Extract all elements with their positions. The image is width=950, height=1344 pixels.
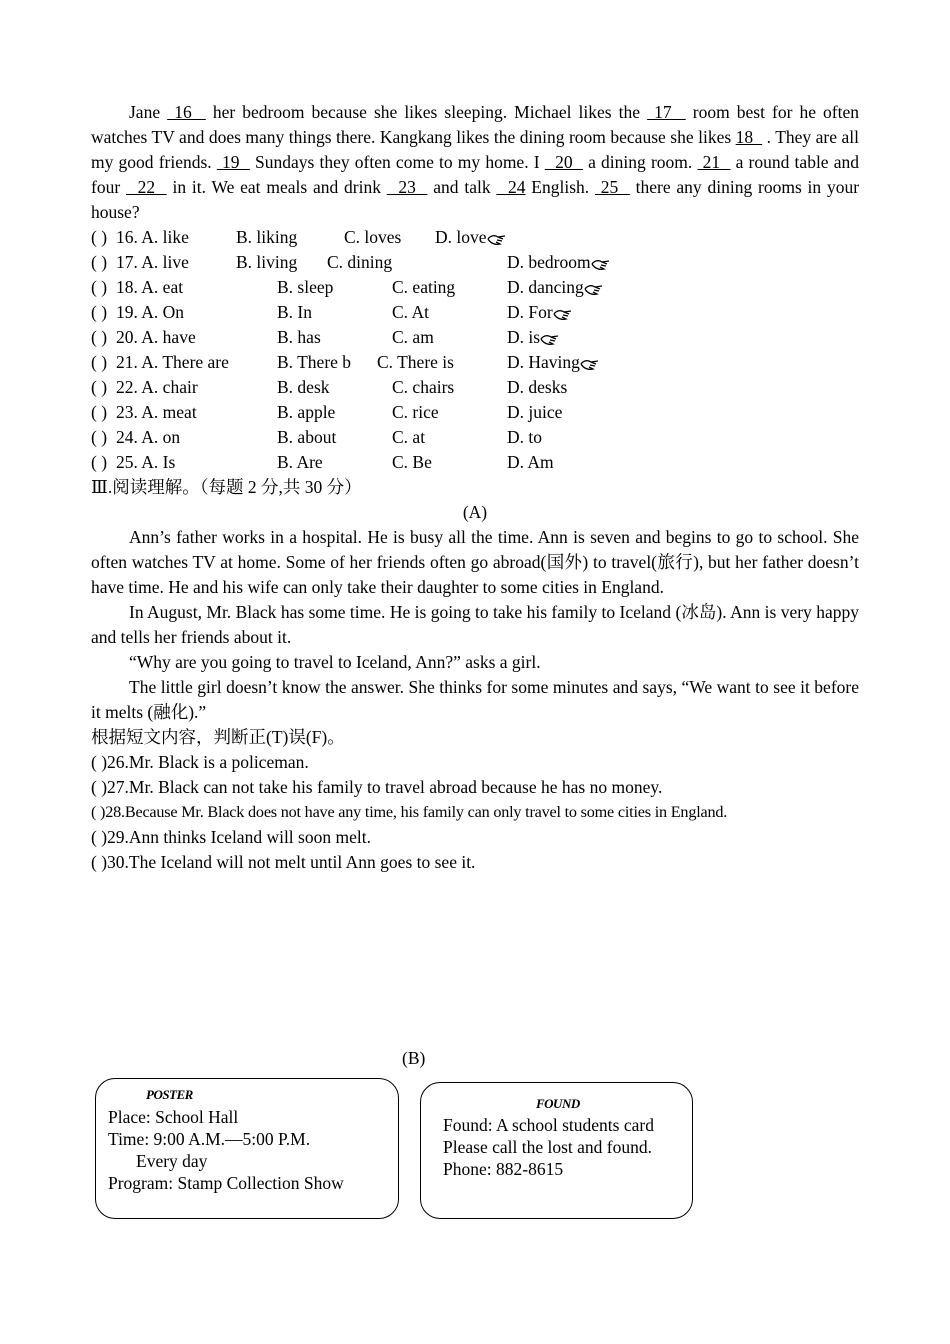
option-num: 23. A. meat — [116, 402, 197, 422]
blank-18: 18 — [735, 127, 763, 147]
pointing-hand-icon — [487, 232, 507, 246]
options-list — [91, 225, 859, 475]
option-row — [91, 275, 859, 300]
option-row — [91, 450, 859, 475]
hand-icon-wrap — [584, 275, 604, 300]
option-c: C. at — [392, 427, 426, 447]
option-paren: ( ) — [91, 277, 108, 297]
found-title: FOUND — [536, 1096, 580, 1111]
hand-icon-wrap — [591, 250, 611, 275]
option-d: D. is — [507, 325, 540, 350]
passage-b-label: (B) — [402, 1048, 426, 1068]
option-c: C. rice — [392, 402, 439, 422]
option-c: C. At — [392, 302, 429, 322]
option-d: D. desks — [507, 377, 568, 397]
passage-a-paragraph: “Why are you going to travel to Iceland, Ann?” asks a girl. — [129, 652, 541, 672]
option-b: B. In — [277, 302, 312, 322]
tf-instruction: 根据短文内容，判断正(T)误(F)。 — [91, 727, 345, 747]
option-row — [91, 300, 859, 325]
option-row — [91, 225, 859, 250]
option-b: B. sleep — [277, 277, 334, 297]
option-c: C. eating — [392, 277, 456, 297]
option-row — [91, 325, 859, 350]
option-c: C. There is — [377, 352, 454, 372]
option-num: 16. A. like — [116, 227, 189, 247]
blank-19: 19 — [216, 152, 250, 172]
pointing-hand-icon — [540, 332, 560, 346]
option-row — [91, 400, 859, 425]
hand-icon-wrap — [540, 325, 560, 350]
poster-box — [95, 1078, 399, 1219]
poster-place: Place: School Hall — [108, 1107, 239, 1127]
option-b: B. living — [236, 252, 298, 272]
option-c: C. loves — [344, 227, 402, 247]
tf-question: ( )26.Mr. Black is a policeman. — [91, 752, 309, 772]
hand-icon-wrap — [553, 300, 573, 325]
option-b: B. desk — [277, 377, 330, 397]
option-num: 21. A. There are — [116, 352, 229, 372]
blank-17: 17 — [647, 102, 686, 122]
blank-21: 21 — [697, 152, 731, 172]
worksheet-page — [91, 100, 859, 875]
passage-a-paragraph: The little girl doesn’t know the answer. She thinks for some minutes and says, “We want to see it before it melts (融化).” — [91, 677, 859, 722]
cloze-passage: Jane 16 her bedroom because she likes sleeping. Michael likes the 17 room best for he often watches TV and does many things there. Kangkang likes the dining room because she likes 18 . They are all my good friends. 19 Sundays they often come to my home. I 20 a dining room. 21 a round table and four 22 in it. We eat meals and drink 23 and talk 24 English. 25 there any dining rooms in your house? — [91, 102, 860, 222]
tf-question: ( )29.Ann thinks Iceland will soon melt. — [91, 827, 371, 847]
option-d: D. bedroom — [507, 250, 591, 275]
option-b: B. Are — [277, 452, 323, 472]
passage-a-paragraph: In August, Mr. Black has some time. He is going to take his family to Iceland (冰岛). Ann is very happy and tells her friends about it. — [91, 602, 859, 647]
option-d: D. to — [507, 427, 542, 447]
option-paren: ( ) — [91, 327, 108, 347]
option-num: 25. A. Is — [116, 452, 176, 472]
option-num: 18. A. eat — [116, 277, 184, 297]
option-d: D. juice — [507, 402, 563, 422]
found-phone: Phone: 882-8615 — [443, 1159, 564, 1179]
option-num: 19. A. On — [116, 302, 185, 322]
option-c: C. dining — [327, 252, 393, 272]
poster-every-day: Every day — [136, 1151, 208, 1171]
option-num: 17. A. live — [116, 252, 189, 272]
pointing-hand-icon — [584, 282, 604, 296]
tf-question: ( )28.Because Mr. Black does not have any time, his family can only travel to some cities in England. — [91, 803, 728, 821]
blank-22: 22 — [125, 177, 167, 197]
poster-title: POSTER — [146, 1087, 193, 1102]
option-c: C. Be — [392, 452, 432, 472]
option-paren: ( ) — [91, 227, 108, 247]
blank-24: 24 — [496, 177, 526, 197]
option-b: B. There b — [277, 352, 352, 372]
tf-question: ( )30.The Iceland will not melt until Ann goes to see it. — [91, 852, 476, 872]
pointing-hand-icon — [580, 357, 600, 371]
option-num: 20. A. have — [116, 327, 196, 347]
option-d: D. Am — [507, 452, 554, 472]
found-line: Found: A school students card — [443, 1115, 654, 1135]
section-heading: Ⅲ.阅读理解。（每题 2 分,共 30 分） — [91, 477, 362, 497]
pointing-hand-icon — [591, 257, 611, 271]
hand-icon-wrap — [487, 225, 507, 250]
passage-a-paragraph: Ann’s father works in a hospital. He is busy all the time. Ann is seven and begins to go to school. She often watches TV at home. Some of her friends often go abroad(国外) to travel(旅行), but her father doesn’t have time. He and his wife can only take their daughter to some cities in England. — [91, 527, 859, 597]
option-paren: ( ) — [91, 402, 108, 422]
option-b: B. liking — [236, 227, 298, 247]
option-c: C. chairs — [392, 377, 455, 397]
option-b: B. apple — [277, 402, 336, 422]
hand-icon-wrap — [580, 350, 600, 375]
option-paren: ( ) — [91, 302, 108, 322]
poster-time: Time: 9:00 A.M.—5:00 P.M. — [108, 1129, 311, 1149]
tf-question: ( )27.Mr. Black can not take his family to travel abroad because he has no money. — [91, 777, 663, 797]
poster-program: Program: Stamp Collection Show — [108, 1173, 344, 1193]
option-row — [91, 250, 859, 275]
option-b: B. has — [277, 327, 321, 347]
option-paren: ( ) — [91, 377, 108, 397]
option-d: D. love — [435, 225, 487, 250]
option-num: 24. A. on — [116, 427, 181, 447]
option-paren: ( ) — [91, 452, 108, 472]
option-paren: ( ) — [91, 352, 108, 372]
blank-23: 23 — [386, 177, 428, 197]
option-row — [91, 350, 859, 375]
option-num: 22. A. chair — [116, 377, 198, 397]
blank-25: 25 — [594, 177, 630, 197]
option-d: D. Having — [507, 350, 580, 375]
option-d: D. dancing — [507, 275, 584, 300]
option-b: B. about — [277, 427, 337, 447]
blank-16: 16 — [167, 102, 206, 122]
blank-20: 20 — [544, 152, 583, 172]
option-d: D. For — [507, 300, 553, 325]
option-paren: ( ) — [91, 427, 108, 447]
option-row — [91, 425, 859, 450]
passage-a-label: (A) — [462, 502, 488, 522]
found-line: Please call the lost and found. — [443, 1137, 652, 1157]
pointing-hand-icon — [553, 307, 573, 321]
option-c: C. am — [392, 327, 434, 347]
option-paren: ( ) — [91, 252, 108, 272]
found-box — [420, 1082, 693, 1219]
option-row — [91, 375, 859, 400]
